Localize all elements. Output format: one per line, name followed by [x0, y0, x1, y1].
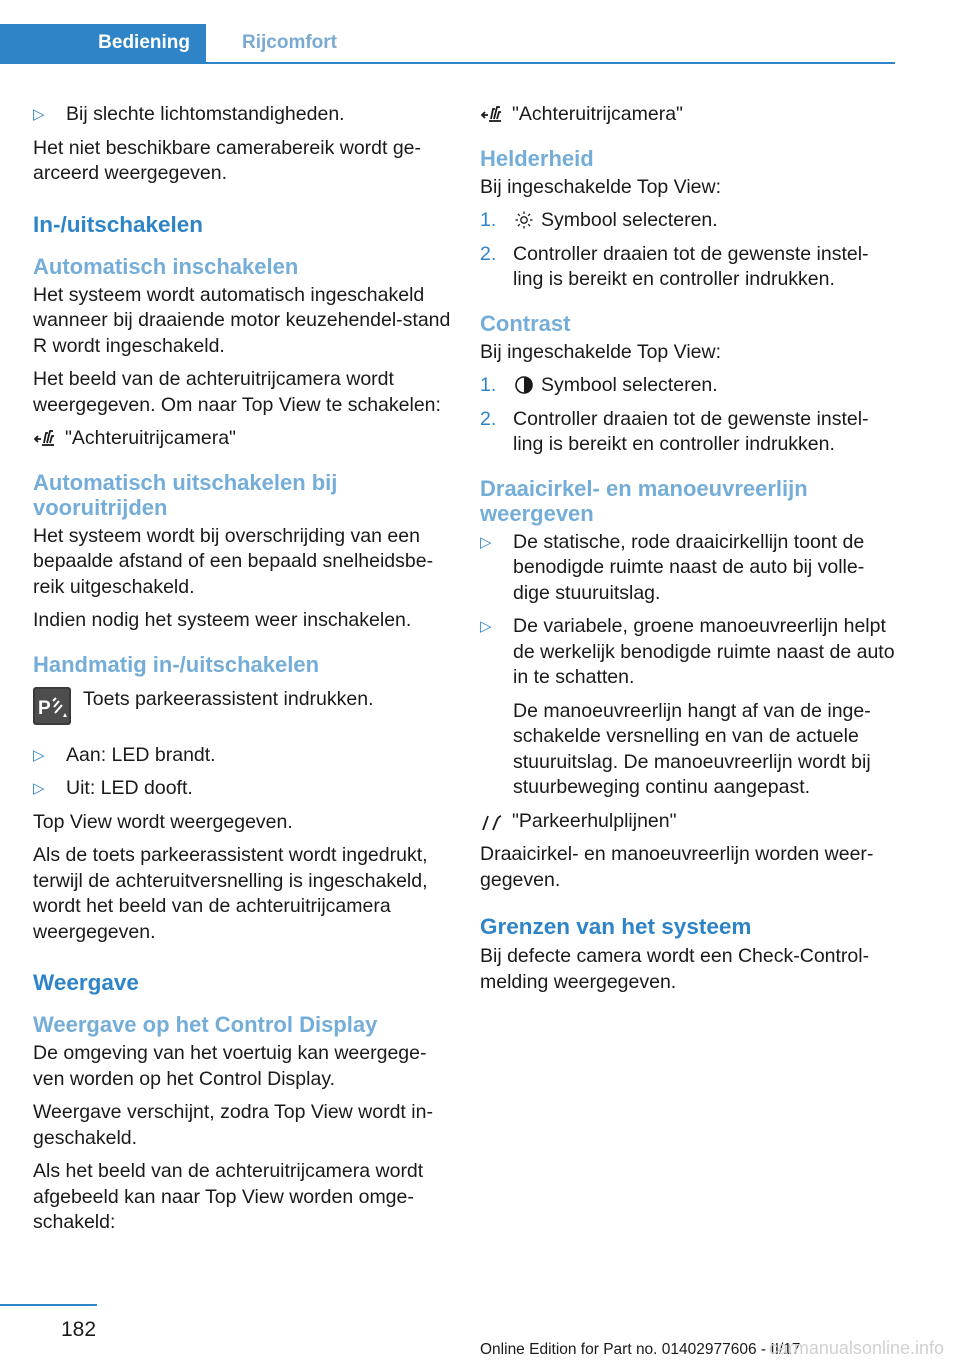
heading: In-/uitschakelen: [33, 211, 204, 237]
list-item: 1. Symbool selecteren.: [480, 374, 718, 396]
brightness-icon: [513, 210, 535, 230]
paragraph: Draaicirkel- en manoeuvreerlijn worden weer-gegeven.: [480, 843, 874, 891]
paragraph: Als het beeld van de achteruitrijcamera wordt afgebeeld kan naar Top View worden omge-schakeld:: [33, 1160, 424, 1233]
right-column: [480, 102, 895, 1003]
triangle-bullet-icon: ▷: [33, 780, 45, 797]
paragraph: Bij ingeschakelde Top View:: [480, 175, 722, 198]
tab-rijcomfort[interactable]: Rijcomfort: [242, 32, 337, 53]
paragraph: Top View wordt weergegeven.: [33, 810, 293, 833]
header-bar: [0, 24, 895, 64]
menu-path: "Achteruitrijcamera": [33, 426, 453, 452]
footer-rule: [0, 1304, 97, 1306]
subheading: Contrast: [480, 310, 571, 336]
paragraph: Het systeem wordt automatisch ingeschakeld wanneer bij draaiende motor keuzehendel-stand R wordt ingeschakeld.: [33, 283, 451, 357]
paragraph: Het niet beschikbare camerabereik wordt ge-arceerd weergegeven.: [33, 136, 422, 184]
menu-path: "Achteruitrijcamera": [480, 102, 895, 128]
subheading: Handmatig in-/uitschakelen: [33, 651, 320, 677]
rear-camera-icon: [480, 105, 502, 125]
svg-text:P: P: [38, 697, 51, 719]
paragraph: Als de toets parkeerassistent wordt ingedrukt, terwijl de achteruitversnelling is ingeschakeld, wordt het beeld van de achteruitrijcamera weergegeven.: [33, 844, 428, 943]
subheading: Automatisch uitschakelen bij vooruitrijden: [33, 469, 338, 520]
list-item: 2. Controller draaien tot de gewenste instel-ling is bereikt en controller indrukken.: [480, 407, 869, 455]
triangle-bullet-icon: ▷: [33, 746, 45, 764]
list-item: ▷ De variabele, groene manoeuvreerlijn helpt de werkelijk benodigde ruimte naast de auto in te schatten.: [480, 615, 895, 688]
triangle-bullet-icon: ▷: [480, 618, 492, 635]
paragraph: De manoeuvreerlijn hangt af van de inge-schakelde versnelling en van de actuele stuuruitslag. De manoeuvreerlijn wordt bij stuurbeweging continu aangepast.: [513, 699, 871, 798]
paragraph: Indien nodig het systeem weer inschakelen.: [33, 609, 412, 631]
park-assist-button-icon: [33, 687, 71, 725]
paragraph: Het beeld van de achteruitrijcamera wordt weergegeven. Om naar Top View te schakelen:: [33, 368, 441, 416]
list-item: ▷ Aan: LED brandt.: [33, 743, 453, 769]
rear-camera-icon: [33, 429, 55, 449]
subheading: Weergave op het Control Display: [33, 1012, 378, 1037]
left-column: [33, 102, 453, 1244]
paragraph: De omgeving van het voertuig kan weergege-ven worden op het Control Display.: [33, 1042, 427, 1090]
heading: Weergave: [33, 970, 139, 995]
contrast-icon: [513, 375, 535, 395]
page-number: 182: [61, 1318, 97, 1341]
paragraph: Weergave verschijnt, zodra Top View wordt in-geschakeld.: [33, 1101, 433, 1149]
paragraph: Bij defecte camera wordt een Check-Control-melding weergegeven.: [480, 945, 870, 993]
heading: Grenzen van het systeem: [480, 914, 752, 939]
list-item: 2. Controller draaien tot de gewenste instel-ling is bereikt en controller indrukken.: [480, 242, 869, 290]
tab-bediening[interactable]: Bediening: [0, 24, 206, 62]
list-item: ▷ De statische, rode draaicirkellijn toont de benodigde ruimte naast de auto bij volle-dige stuuruitslag.: [480, 530, 865, 604]
subheading: Helderheid: [480, 145, 594, 171]
list-item: ▷ Bij slechte lichtomstandigheden.: [33, 102, 453, 128]
paragraph: Het systeem wordt bij overschrijding van een bepaalde afstand of een bepaald snelheidsbe-reik uitgeschakeld.: [33, 524, 434, 598]
list-item: 1. Symbool selecteren.: [480, 209, 718, 231]
button-instruction: P Toets parkeerassistent indrukken.: [33, 687, 453, 729]
menu-path: "Parkeerhulplijnen": [480, 809, 895, 835]
parking-lines-icon: [480, 812, 502, 832]
triangle-bullet-icon: ▷: [33, 106, 45, 123]
watermark: carmanualsonline.info: [768, 1338, 944, 1358]
triangle-bullet-icon: ▷: [480, 533, 492, 551]
subheading: Draaicirkel- en manoeuvreerlijn weergeven: [480, 475, 808, 526]
paragraph: Bij ingeschakelde Top View:: [480, 340, 722, 363]
subheading: Automatisch inschakelen: [33, 253, 299, 279]
edition-note: Online Edition for Part no. 01402977606 - II/17: [480, 1341, 801, 1358]
list-item: ▷ Uit: LED dooft.: [33, 776, 453, 802]
